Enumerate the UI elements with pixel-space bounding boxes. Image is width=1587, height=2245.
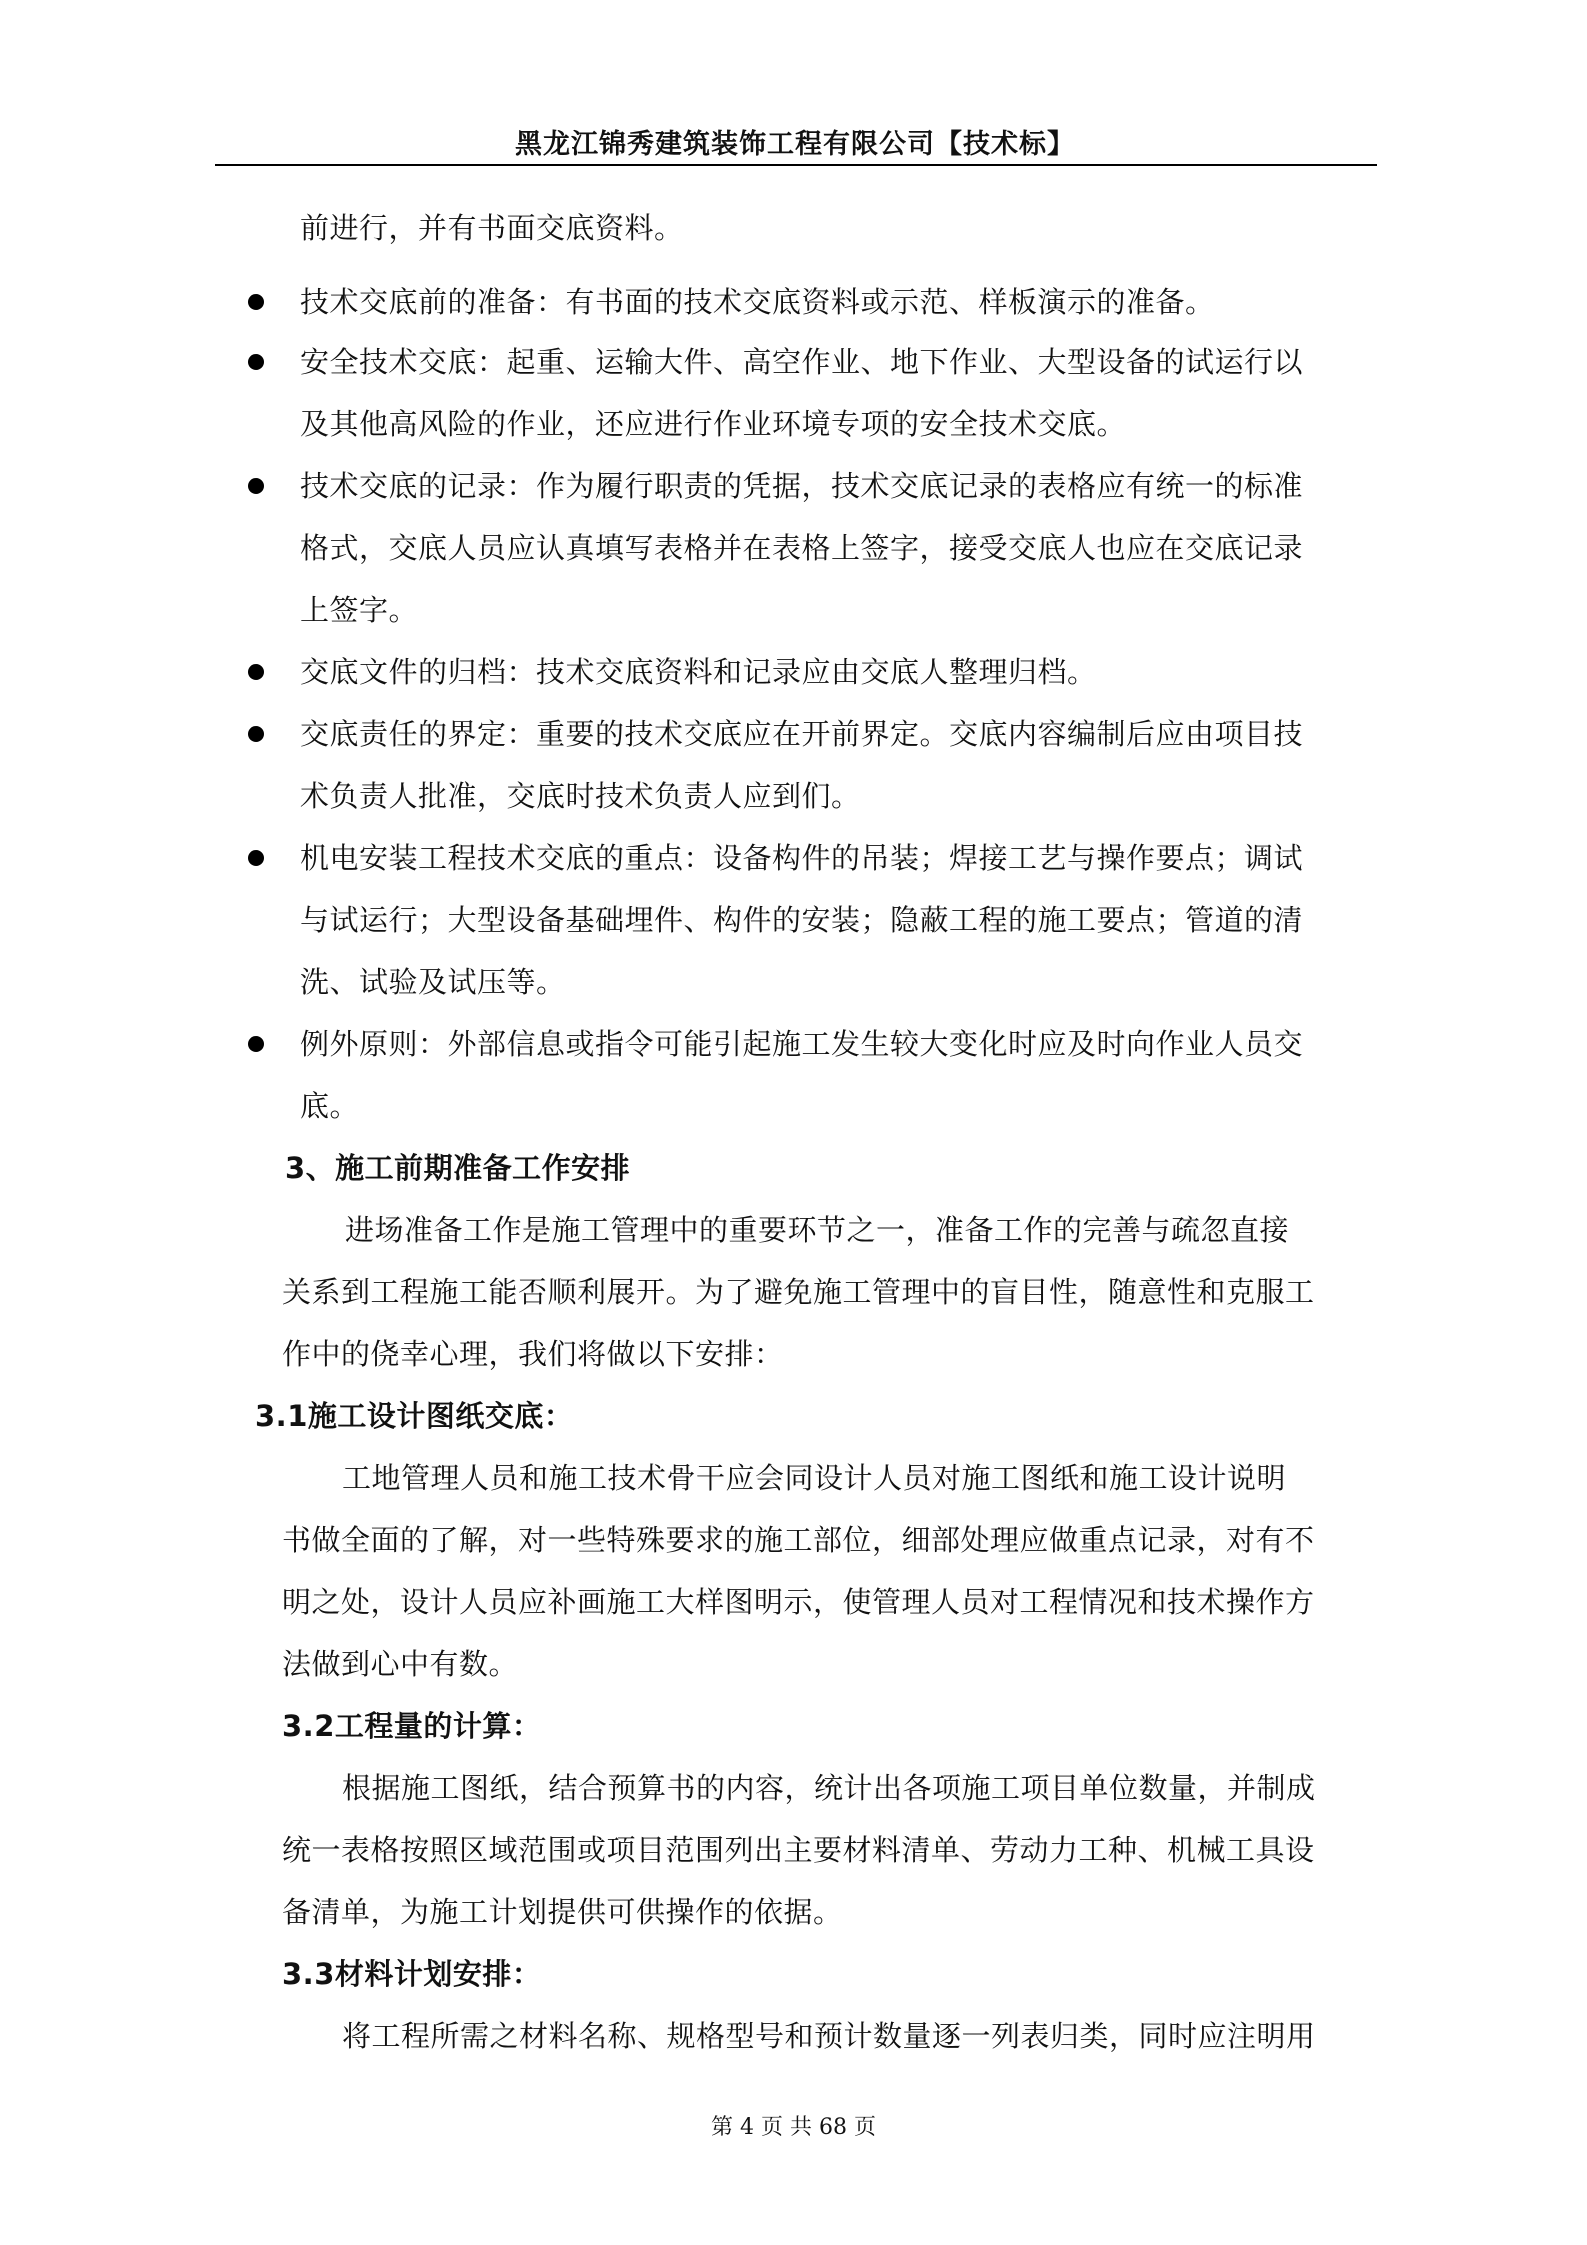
subsection-heading: 3.3材料计划安排： bbox=[282, 1957, 542, 1991]
bullet-icon bbox=[248, 664, 264, 680]
text-line: 技术交底的记录：作为履行职责的凭据，技术交底记录的表格应有统一的标准 bbox=[300, 469, 1304, 503]
text-line: 安全技术交底：起重、运输大件、高空作业、地下作业、大型设备的试运行以 bbox=[300, 345, 1304, 379]
bullet-icon bbox=[248, 1036, 264, 1052]
text-line: 交底文件的归档：技术交底资料和记录应由交底人整理归档。 bbox=[300, 655, 1097, 689]
bullet-icon bbox=[248, 726, 264, 742]
text-line: 机电安装工程技术交底的重点：设备构件的吊装；焊接工艺与操作要点；调试 bbox=[300, 841, 1304, 875]
text-line: 作中的侥幸心理，我们将做以下安排： bbox=[282, 1337, 784, 1371]
text-line: 进场准备工作是施工管理中的重要环节之一，准备工作的完善与疏忽直接 bbox=[345, 1213, 1290, 1247]
text-line: 法做到心中有数。 bbox=[282, 1647, 519, 1681]
page-number: 第 4 页 共 68 页 bbox=[711, 2115, 876, 2140]
bullet-icon bbox=[248, 354, 264, 370]
text-line: 术负责人批准，交底时技术负责人应到们。 bbox=[300, 779, 861, 813]
header-title: 黑龙江锦秀建筑装饰工程有限公司【技术标】 bbox=[515, 129, 1075, 160]
text-line: 例外原则：外部信息或指令可能引起施工发生较大变化时应及时向作业人员交 bbox=[300, 1027, 1304, 1061]
text-line: 备清单，为施工计划提供可供操作的依据。 bbox=[282, 1895, 843, 1929]
text-line: 及其他高风险的作业，还应进行作业环境专项的安全技术交底。 bbox=[300, 407, 1127, 441]
text-line: 根据施工图纸，结合预算书的内容，统计出各项施工项目单位数量，并制成 bbox=[342, 1771, 1316, 1805]
text-line: 与试运行；大型设备基础埋件、构件的安装；隐蔽工程的施工要点；管道的清 bbox=[300, 903, 1304, 937]
text-line: 将工程所需之材料名称、规格型号和预计数量逐一列表归类，同时应注明用 bbox=[342, 2019, 1316, 2053]
text-line: 书做全面的了解，对一些特殊要求的施工部位，细部处理应做重点记录，对有不 bbox=[282, 1523, 1315, 1557]
subsection-heading: 3.1施工设计图纸交底： bbox=[255, 1399, 574, 1433]
text-line: 格式，交底人员应认真填写表格并在表格上签字，接受交底人也应在交底记录 bbox=[300, 531, 1304, 565]
text-line: 洗、试验及试压等。 bbox=[300, 965, 566, 999]
text-line: 明之处，设计人员应补画施工大样图明示，使管理人员对工程情况和技术操作方 bbox=[282, 1585, 1315, 1619]
bullet-icon bbox=[248, 294, 264, 310]
text-line: 统一表格按照区域范围或项目范围列出主要材料清单、劳动力工种、机械工具设 bbox=[282, 1833, 1315, 1867]
bullet-icon bbox=[248, 850, 264, 866]
text-line: 工地管理人员和施工技术骨干应会同设计人员对施工图纸和施工设计说明 bbox=[342, 1461, 1287, 1495]
subsection-heading: 3.2工程量的计算： bbox=[282, 1709, 542, 1743]
text-line: 交底责任的界定：重要的技术交底应在开前界定。交底内容编制后应由项目技 bbox=[300, 717, 1304, 751]
text-line: 技术交底前的准备：有书面的技术交底资料或示范、样板演示的准备。 bbox=[300, 285, 1215, 319]
bullet-icon bbox=[248, 478, 264, 494]
text-line: 底。 bbox=[300, 1089, 360, 1123]
header-divider bbox=[215, 164, 1377, 166]
text-line: 前进行，并有书面交底资料。 bbox=[300, 211, 684, 245]
section-heading: 3、施工前期准备工作安排 bbox=[285, 1151, 631, 1185]
text-line: 关系到工程施工能否顺利展开。为了避免施工管理中的盲目性，随意性和克服工 bbox=[282, 1275, 1315, 1309]
text-line: 上签字。 bbox=[300, 593, 419, 627]
